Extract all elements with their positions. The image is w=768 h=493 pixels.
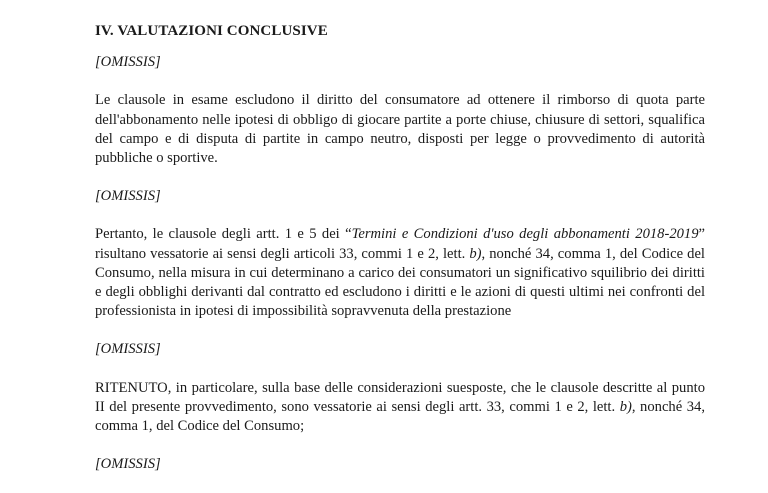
paragraph-text-segment: , nonché 34, comma 1, del Codice del Consumo, nella misura in cui determinano a carico dei consumatori un significativo squilibrio dei diritti e degli obblighi derivanti dal contratto ed escludono i diritti e le azioni di questi ultimi nei confronti del professionista in ipotesi di impossibilità sopravvenuta della prestazione	[95, 245, 705, 320]
paragraph-text-segment: Pertanto, le clausole degli artt. 1 e 5 dei “	[95, 226, 352, 243]
omissis-marker-3: [OMISSIS]	[95, 341, 161, 358]
section-heading: IV. VALUTAZIONI CONCLUSIVE	[95, 23, 328, 39]
document-page	[95, 22, 705, 493]
paragraph-clauses-exclusion: Le clausole in esame escludono il diritto del consumatore ad ottenere il rimborso di quota parte dell'abbonamento nelle ipotesi di obbligo di giocare partite a porte chiuse, chiusure di settori, squalifica del campo e di disputa di partite in campo neutro, disposti per legge o provvedimento di autorità pubbliche o sportive.	[95, 92, 705, 167]
paragraph-vexatious-clauses	[95, 225, 705, 321]
paragraph-ritenuto	[95, 379, 705, 437]
omissis-marker-2: [OMISSIS]	[95, 188, 161, 205]
paragraph-text-segment: , nonché 34, comma 1, del Codice del Consumo;	[95, 398, 705, 435]
contract-title-italic: Termini e Condizioni d'uso degli abbonamenti 2018-2019	[351, 226, 699, 243]
letter-reference-italic: b)	[469, 245, 482, 262]
omissis-marker-1: [OMISSIS]	[95, 54, 161, 71]
paragraph-text-segment: ” risultano vessatorie ai sensi degli articoli 33, commi 1 e 2, lett.	[95, 226, 705, 262]
paragraph-text-segment: RITENUTO, in particolare, sulla base delle considerazioni suesposte, che le clausole descritte al punto II del presente provvedimento, sono vessatorie ai sensi degli artt. 33, commi 1 e 2, lett.	[95, 379, 705, 415]
letter-reference-italic: b)	[619, 398, 632, 415]
omissis-marker-4: [OMISSIS]	[95, 456, 161, 473]
